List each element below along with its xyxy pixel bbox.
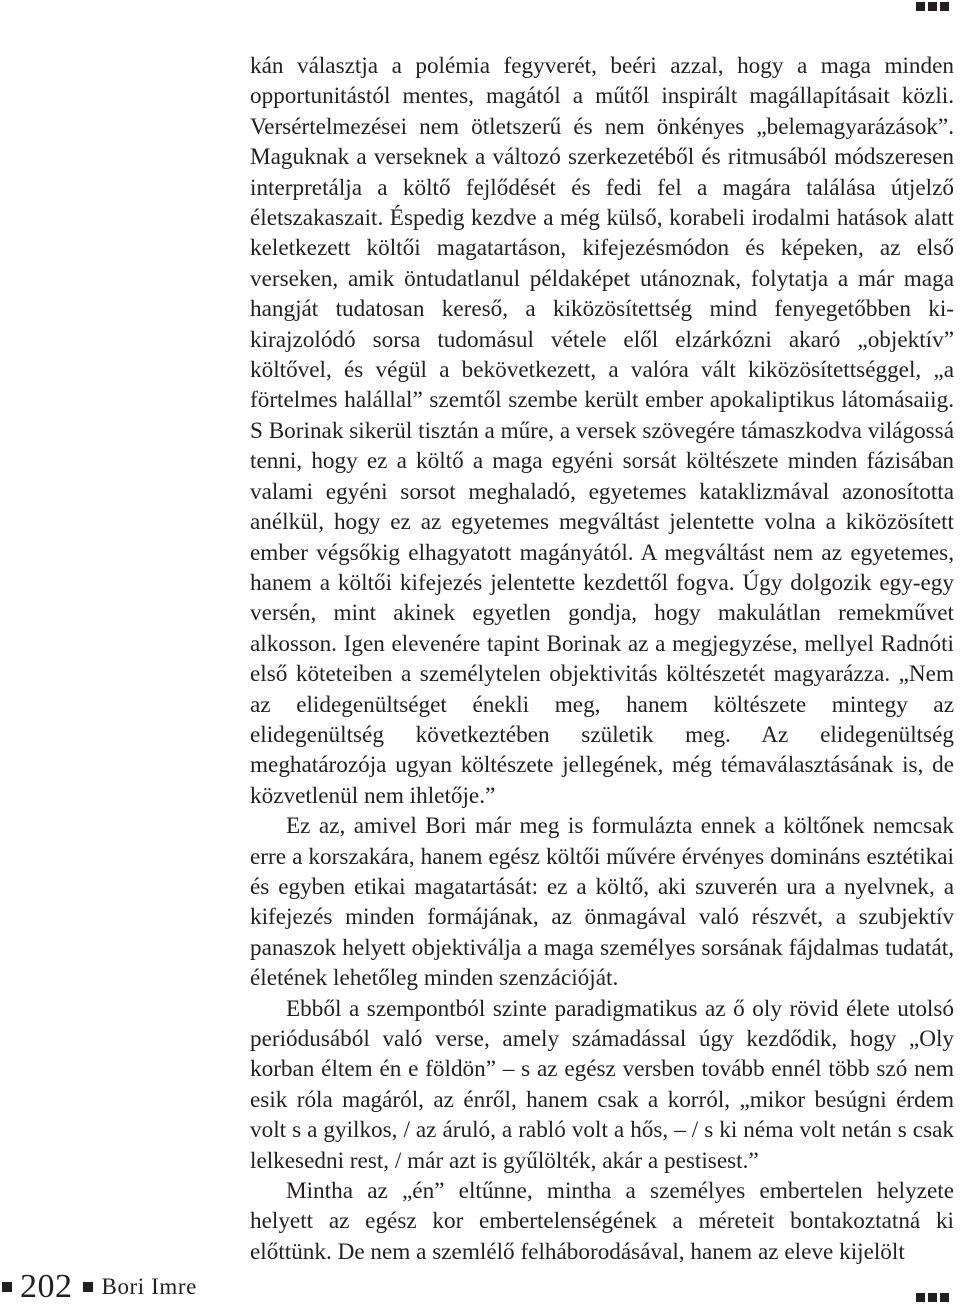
page-number: 202 [20,1268,73,1305]
paragraph-3: Ebből a szempontból szinte paradigmatikus az ő oly rövid élete utolsó periódusából való verse, amely számadással úgy kezdődik, hogy „Oly korban éltem én e földön” – s az egész versben tovább ennél több szó nem esik róla magáról, az énről, hanem csak a korról, „mikor besúgni érdem volt s a gyilkos, / az áruló, a rabló volt a hős, – / s ki néma volt netán s csak lelkesedni rest, / már azt is gyűlölték, akár a pestisest.” [250,995,954,1174]
ornament-square [940,2,949,11]
running-author: Bori Imre [101,1274,197,1299]
body-text [250,51,954,1267]
paragraph-2: Ez az, amivel Bori már meg is formulázta ennek a költőnek nemcsak erre a korszakára, hanem egész költői művére érvényes domináns esztétikai és egyben etikai magatartását: ez a költő, aki szuverén ura a nyelvnek, a kifejezés minden formájának, az önmagával való részvét, a szubjektív panaszok helyett objektiválja a maga személyes sorsának fájdalmas tudatát, életének lehetőleg minden szenzációját. [250,813,954,992]
paragraph-1: kán választja a polémia fegyverét, beéri azzal, hogy a maga minden opportunitástól mentes, magától a műtől inspirált magállapításait közli. Versértelmezései nem ötletszerű és nem önkényes „belemagyarázások”. Maguknak a verseknek a változó szerkezetéből és ritmusából módszeresen interpretálja a költő fejlődését és fedi fel a magára találása útjelző életszakaszait. Éspedig kezdve a még külső, korabeli irodalmi hatások alatt keletkezett költői magatartáson, kifejezésmódon és képeken, az első verseken, amik öntudatlanul példaképet utánoznak, folytatja a már maga hangját tudatosan kereső, a kiközösítettség mind fenyegetőbben ki-kirajzolódó sorsa tudomásul vétele elől elzárkózni akaró „objektív” költővel, és végül a bekövetkezett, a valóra vált kiközösítettséggel, „a förtelmes halállal” szemtől szembe került ember apokaliptikus látomásaiig. S Borinak sikerül tisztán a műre, a versek szövegére támaszkodva világossá tenni, hogy ez a költő a maga egyéni sorsát költészete minden fázisában valami egyéni sorsot meghaladó, egyetemes kataklizmával azonosította anélkül, hogy ez az egyetemes megváltást jelentette volna a kiközösített ember végsőkig elhagyatott magányától. A megváltást nem az egyetemes, hanem a költői kifejezés jelentette kezdettől fogva. Úgy dolgozik egy-egy versén, mint akinek egyetlen gondja, hogy makulátlan remekművet alkosson. Igen elevenére tapint Borinak az a megjegyzése, mellyel Radnóti első köteteiben a személytelen objektivitás költészetét magyarázza. „Nem az elidegenültséget énekli meg, hanem költészete mintegy az elidegenültség következtében születik meg. Az elidegenültség meghatározója ugyan költészete jellegének, még témaválasztásának is, de közvetlenül nem ihletője.” [250,53,954,809]
page-footer [0,1270,197,1304]
corner-ornament-top [916,2,949,11]
ornament-square [928,2,937,11]
ornament-square [916,2,925,11]
corner-ornament-bottom [916,1293,949,1302]
ornament-square [928,1293,937,1302]
ornament-square [940,1293,949,1302]
footer-square-icon [83,1282,93,1292]
paragraph-4: Mintha az „én” eltűnne, mintha a személyes embertelen helyzete helyett az egész kor embertelenségének a méreteit bontakoztatná ki előttünk. De nem a szemlélő felháborodásával, hanem az eleve kijelölt [250,1178,954,1265]
footer-square-icon [2,1282,12,1292]
ornament-square [916,1293,925,1302]
